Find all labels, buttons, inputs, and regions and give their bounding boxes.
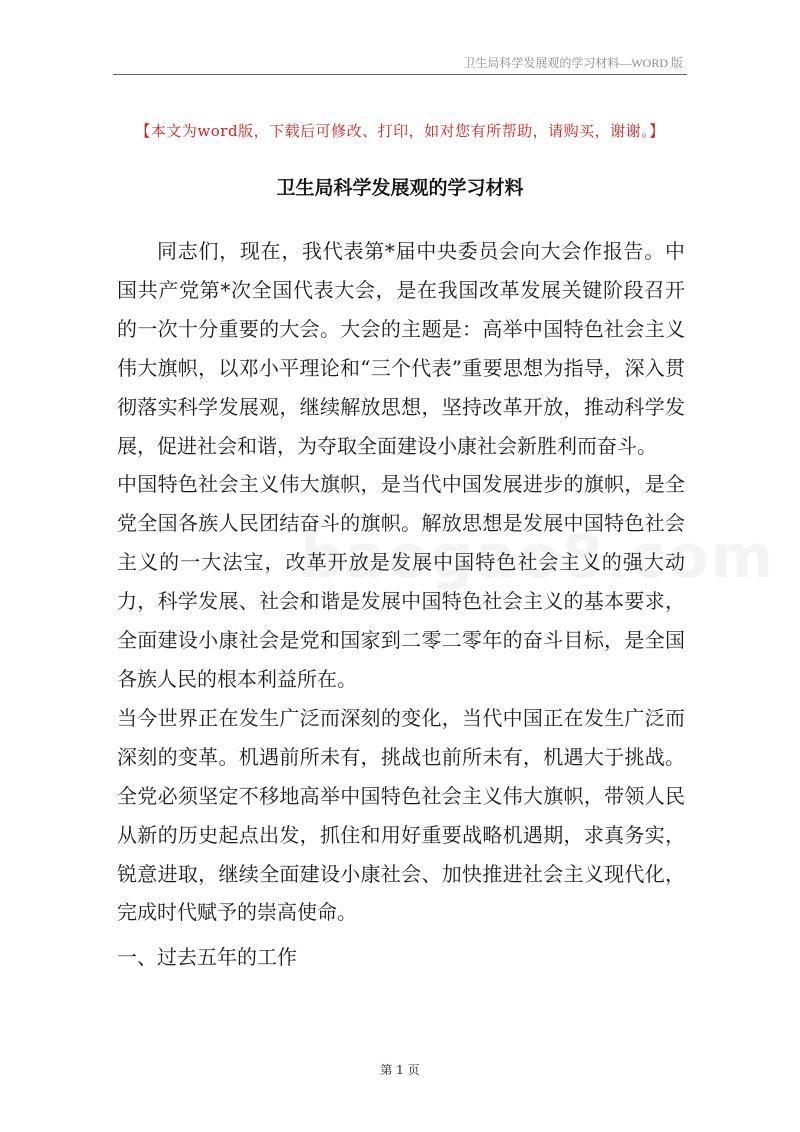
document-body <box>117 232 685 977</box>
page-number: 第 1 页 <box>380 1063 420 1077</box>
document-title: 卫生局科学发展观的学习材料 <box>276 177 524 199</box>
paragraph-1: 同志们，现在，我代表第*届中央委员会向大会作报告。中国共产党第*次全国代表大会，是在我国改革发展关键阶段召开的一次十分重要的大会。大会的主题是：高举中国特色社会主义伟大旗帜，以邓小平理论和“三个代表”重要思想为指导，深入贯彻落实科学发展观，继续解放思想，坚持改革开放，推动科学发展，促进社会和谐，为夺取全面建设小康社会新胜利而奋斗。 <box>117 239 685 458</box>
section-heading: 一、过去五年的工作 <box>117 945 297 970</box>
paragraph-3: 当今世界正在发生广泛而深刻的变化，当代中国正在发生广泛而深刻的变革。机遇前所未有，挑战也前所未有，机遇大于挑战。全党必须坚定不移地高举中国特色社会主义伟大旗帜，带领人民从新的历史起点出发，抓住和用好重要战略机遇期，求真务实，锐意进取，继续全面建设小康社会、加快推进社会主义现代化，完成时代赋予的崇高使命。 <box>117 705 685 925</box>
purchase-notice: 【本文为word版，下载后可修改、打印，如对您有所帮助，请购买，谢谢。】 <box>135 122 665 140</box>
paragraph-2: 中国特色社会主义伟大旗帜，是当代中国发展进步的旗帜，是全党全国各族人民团结奋斗的旗帜。解放思想是发展中国特色社会主义的一大法宝，改革开放是发展中国特色社会主义的强大动力，科学发展、社会和谐是发展中国特色社会主义的基本要求，全面建设小康社会是党和国家到二零二零年的奋斗目标，是全国各族人民的根本利益所在。 <box>117 472 685 691</box>
running-header: 卫生局科学发展观的学习材料—WORD 版 <box>463 56 683 70</box>
header-divider <box>113 74 687 75</box>
